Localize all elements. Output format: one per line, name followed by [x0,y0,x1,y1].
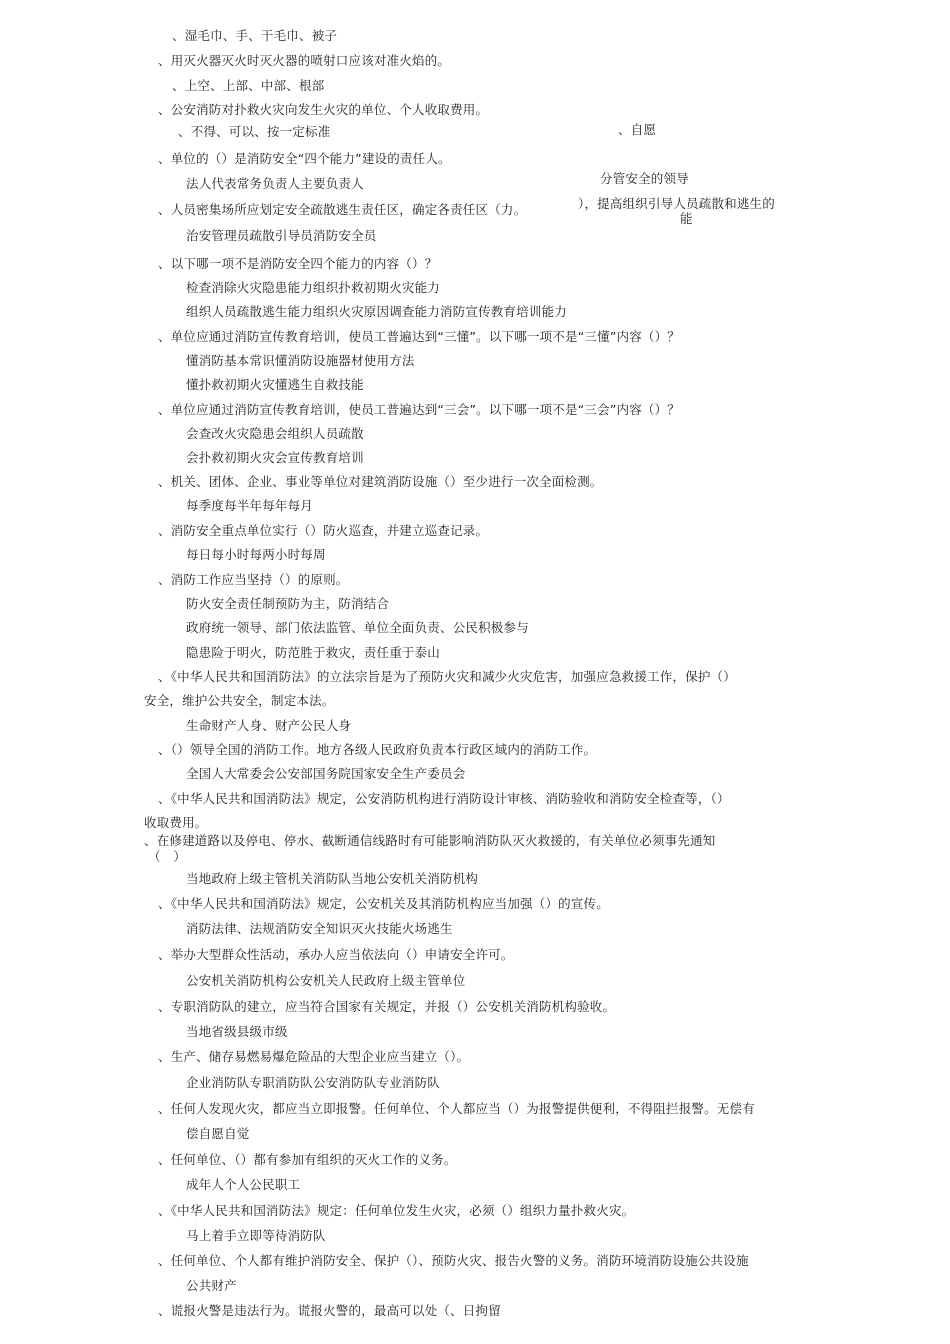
option-line: 当地政府上级主管机关消防队当地公安机关消防机构 [186,871,479,886]
option-line: 检查消除火灾隐患能力组织扑救初期火灾能力 [186,280,441,295]
question-line-continued: （ ） [148,849,187,864]
option-line: 、湿毛巾、手、干毛巾、被子 [172,28,338,43]
option-line: 公共财产 [186,1278,237,1293]
question-line: 、任何单位、（）都有参加有组织的灭火工作的义务。 [158,1152,457,1167]
option-line: 懂扑救初期火灾懂逃生自救技能 [186,377,364,392]
option-line: 、上空、上部、中部、根部 [172,78,325,93]
option-line: 马上着手立即等待消防队 [186,1228,326,1243]
question-line: 、任何单位、个人都有维护消防安全、保护（）、预防火灾、报告火警的义务。消防环境消防设施公共设施 [158,1253,749,1268]
option-fragment: 、自愿 [618,122,657,137]
option-line: 每日每小时每两小时每周 [186,547,326,562]
option-line: 组织人员疏散逃生能力组织火灾原因调查能力消防宣传教育培训能力 [186,304,568,319]
option-line: 会扑救初期火灾会宣传教育培训 [186,450,364,465]
option-line: 成年人个人公民职工 [186,1177,301,1192]
option-line: 消防法律、法规消防安全知识灭火技能火场逃生 [186,921,453,936]
option-line: 企业消防队专职消防队公安消防队专业消防队 [186,1075,441,1090]
option-line: 生命财产人身、财产公民人身 [186,718,352,733]
option-line: 全国人大常委会公安部国务院国家安全生产委员会 [186,766,466,781]
question-line: 、机关、团体、企业、事业等单位对建筑消防设施（）至少进行一次全面检测。 [158,474,603,489]
option-line: 隐患险于明火，防范胜于救灾，责任重于泰山 [186,645,441,660]
question-line: 、谎报火警是违法行为。谎报火警的，最高可以处（、日拘留 [158,1303,501,1318]
option-line: 偿自愿自觉 [186,1126,250,1141]
question-line: 、《中华人民共和国消防法》规定：任何单位发生火灾，必须（）组织力量扑救火灾。 [158,1203,635,1218]
question-line: 、专职消防队的建立，应当符合国家有关规定，并报（）公安机关消防机构验收。 [158,999,616,1014]
question-fragment: ），提高组织引导人员疏散和逃生的 [578,196,775,211]
question-line: 、单位应通过消防宣传教育培训，使员工普遍达到“三会”。以下哪一项不是“三会”内容（）？ [158,402,681,417]
question-line: 、消防工作应当坚持（）的原则。 [158,572,349,587]
option-fragment: 分管安全的领导 [600,171,689,186]
option-line: 法人代表常务负责人主要负责人 [186,176,364,191]
question-line: 、以下哪一项不是消防安全四个能力的内容（）？ [158,256,438,271]
option-line: 公安机关消防机构公安机关人民政府上级主管单位 [186,973,466,988]
question-line: 、消防安全重点单位实行（）防火巡查，并建立巡查记录。 [158,523,489,538]
option-line: 懂消防基本常识懂消防设施器材使用方法 [186,353,415,368]
question-line-continued: 收取费用。 [144,815,208,830]
question-line: 、（）领导全国的消防工作。地方各级人民政府负责本行政区域内的消防工作。 [158,742,597,757]
question-line: 、单位的（）是消防安全“四个能力”建设的责任人。 [158,151,451,166]
question-line: 、用灭火器灭火时灭火器的喷射口应该对准火焰的。 [158,53,451,68]
option-line: 当地省级县级市级 [186,1024,288,1039]
option-line: 政府统一领导、部门依法监管、单位全面负责、公民积极参与 [186,620,529,635]
question-line: 、人员密集场所应划定安全疏散逃生责任区，确定各责任区（力。 [158,202,527,217]
question-line: 、举办大型群众性活动，承办人应当依法向（）申请安全许可。 [158,947,514,962]
option-line: 治安管理员疏散引导员消防安全员 [186,228,377,243]
question-line: 、单位应通过消防宣传教育培训，使员工普遍达到“三懂”。以下哪一项不是“三懂”内容（）？ [158,329,681,344]
question-line: 、《中华人民共和国消防法》规定，公安消防机构进行消防设计审核、消防验收和消防安全检查等，（） [158,791,730,806]
option-line: 会查改火灾隐患会组织人员疏散 [186,426,364,441]
question-line: 、任何人发现火灾，都应当立即报警。任何单位、个人都应当（）为报警提供便利，不得阻拦报警。无偿有 [158,1101,755,1116]
question-line: 、公安消防对扑救火灾向发生火灾的单位、个人收取费用。 [158,102,489,117]
option-line: 防火安全责任制预防为主，防消结合 [186,596,390,611]
option-line: 每季度每半年每年每月 [186,498,314,513]
question-fragment: 能 [680,211,693,226]
option-line: 、不得、可以、按一定标准 [178,124,331,139]
question-line: 、生产、储存易燃易爆危险品的大型企业应当建立（）。 [158,1049,470,1064]
question-line-continued: 安全，维护公共安全，制定本法。 [144,693,335,708]
question-line: 、在修建道路以及停电、停水、截断通信线路时有可能影响消防队灭火救援的，有关单位必须事先通知 [144,833,716,848]
question-line: 、《中华人民共和国消防法》的立法宗旨是为了预防火灾和减少火灾危害，加强应急救援工作，保护（） [158,669,736,684]
question-line: 、《中华人民共和国消防法》规定，公安机关及其消防机构应当加强（）的宣传。 [158,896,609,911]
